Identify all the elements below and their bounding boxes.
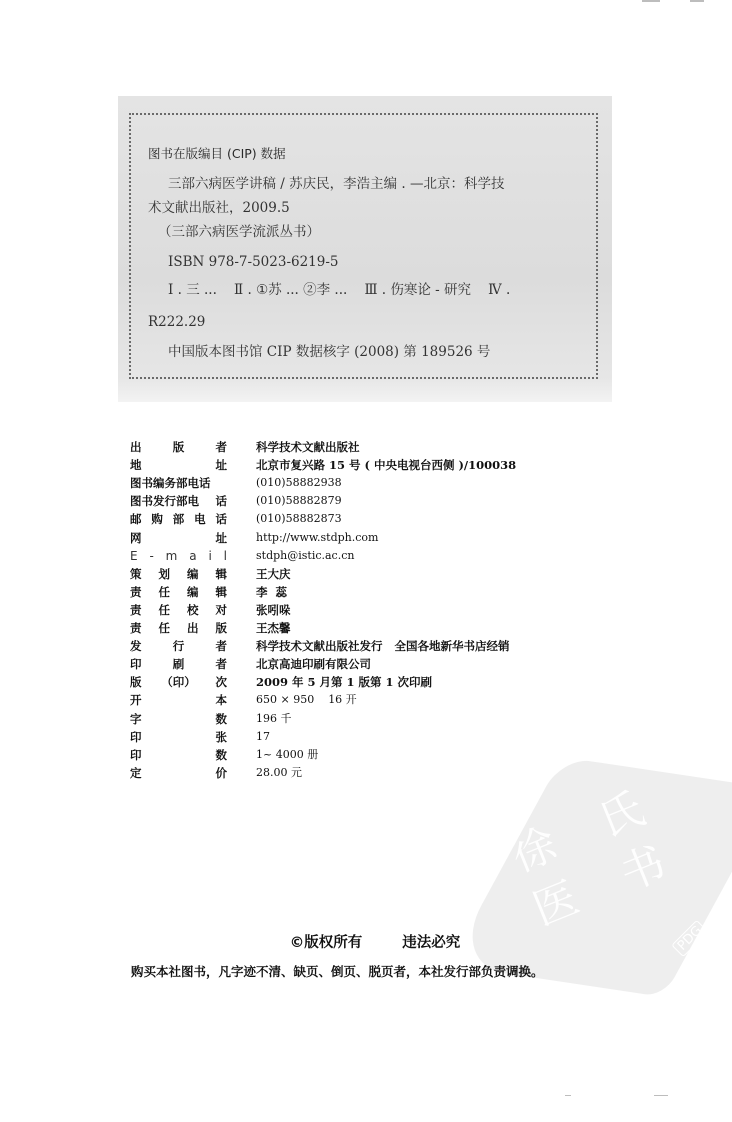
info-label-char: 开 (130, 693, 142, 708)
info-label (130, 583, 227, 601)
info-label (130, 655, 227, 673)
cip-title-line-2: 术文献出版社，2009.5 (148, 200, 290, 216)
info-value: 李 蕊 (256, 584, 288, 599)
info-label-char: 发 (130, 639, 142, 654)
info-label-char: 印 (130, 657, 142, 672)
info-label-char: m (165, 548, 178, 563)
info-value: 张吲哚 (256, 602, 291, 617)
info-label-char: 网 (130, 530, 142, 545)
info-value: 科学技术文献出版社 (256, 440, 360, 454)
info-label-char: 张 (215, 729, 227, 744)
info-label-char: 者 (215, 657, 227, 672)
info-label-char: 任 (158, 621, 170, 635)
info-value: (010)58882879 (256, 494, 342, 508)
exchange-notice: 购买本社图书，凡字迹不清、缺页、倒页、脱页者，本社发行部负责调换。 (131, 964, 544, 979)
info-label-char: a (189, 548, 197, 563)
info-value: 北京市复兴路 15 号 ( 中央电视台西侧 )/100038 (256, 458, 517, 473)
cip-number: 中国版本图书馆 CIP 数据核字 (2008) 第 189526 号 (168, 344, 491, 360)
info-label-char: 本 (215, 693, 227, 708)
info-label (130, 529, 227, 547)
info-label-char: 任 (158, 602, 170, 617)
info-label-char: 购 (151, 512, 163, 527)
watermark-glyphs: 徐 氏 医 书 (504, 776, 690, 936)
info-label-char: 图书发行部电 (130, 494, 199, 509)
info-label-char: 校 (187, 602, 199, 617)
info-label-char: 责 (130, 602, 142, 617)
info-label (130, 456, 227, 474)
info-label (130, 438, 227, 456)
info-label-char: 辑 (215, 584, 227, 599)
scan-artifact (642, 0, 660, 2)
info-label-char: 刷 (172, 657, 185, 672)
info-value: (010)58882938 (256, 476, 342, 490)
info-value: 北京高迪印刷有限公司 (256, 657, 371, 672)
info-label (130, 764, 227, 782)
info-value: 28.00 元 (256, 765, 302, 779)
info-label-char: 印 (130, 729, 142, 744)
info-value: 王杰馨 (256, 621, 291, 635)
info-value: 1~ 4000 册 (256, 747, 319, 761)
info-label-char: （印） (161, 675, 196, 690)
info-label (130, 710, 227, 728)
info-value: stdph@istic.ac.cn (256, 548, 355, 562)
info-label-char: 定 (130, 765, 142, 780)
info-label (130, 673, 227, 691)
info-label-char: - (149, 548, 154, 563)
info-label-char: 版 (215, 621, 227, 635)
info-label-char: 次 (215, 675, 227, 690)
info-label-char: 编 (187, 584, 199, 599)
info-label-char: 址 (215, 530, 227, 545)
scan-artifact (654, 1095, 668, 1096)
info-label-char: 出 (130, 440, 142, 454)
info-label-char: 电 (194, 512, 206, 527)
info-label-char: 策 (130, 566, 142, 581)
info-value: http://www.stdph.com (256, 530, 379, 544)
cip-subjects: Ⅰ . 三 ... Ⅱ . ①苏 ... ②李 ... Ⅲ . 伤寒论 - 研究 Ⅳ . (168, 282, 511, 298)
info-label-char: 者 (215, 440, 227, 454)
info-label (130, 474, 227, 492)
info-label-char: 辑 (215, 566, 227, 581)
info-label-char: 编 (187, 566, 199, 581)
info-label-char: 地 (130, 458, 142, 473)
info-label-char: 邮 (130, 512, 142, 527)
copyright-right: 违法必究 (402, 935, 461, 951)
cip-isbn: ISBN 978-7-5023-6219-5 (168, 254, 339, 270)
info-label-char: 址 (215, 458, 227, 473)
cip-heading: 图书在版编目 (CIP) 数据 (148, 146, 286, 161)
copyright-left: ©版权所有 (289, 935, 363, 951)
info-label (130, 565, 227, 583)
info-value: 科学技术文献出版社发行 全国各地新华书店经销 (256, 639, 510, 654)
info-value: 196 千 (256, 711, 292, 725)
info-label-char: 版 (130, 675, 142, 690)
info-label-char: l (223, 548, 227, 563)
info-label (130, 619, 227, 637)
info-label-char: E (130, 548, 138, 563)
info-value: 2009 年 5 月第 1 版第 1 次印刷 (256, 675, 433, 690)
watermark-pdg-tag: PDG (671, 920, 708, 957)
scan-artifact (565, 1095, 571, 1096)
info-label (130, 601, 227, 619)
info-value: 650 × 950 16 开 (256, 693, 357, 707)
info-label-char: 责 (130, 621, 142, 635)
info-label-char: 字 (130, 711, 142, 726)
info-label-char: 图书编务部电话 (130, 476, 211, 491)
info-label (130, 746, 227, 764)
info-label-char: 数 (215, 711, 227, 726)
info-label-char: 版 (172, 440, 185, 454)
info-value: 17 (256, 729, 270, 743)
info-label-char: 价 (215, 765, 227, 780)
info-label (130, 691, 227, 709)
info-value: 王大庆 (256, 566, 291, 581)
scan-artifact (690, 0, 704, 2)
info-label (130, 637, 227, 655)
info-label-char: 任 (158, 584, 170, 599)
info-label-char: 话 (215, 512, 227, 527)
info-label (130, 492, 227, 510)
info-label-char: 部 (172, 512, 185, 527)
info-label-char: 责 (130, 584, 142, 599)
info-label (130, 547, 227, 565)
info-label-char: 话 (215, 494, 227, 509)
cip-classification: R222.29 (148, 314, 206, 330)
info-value: (010)58882873 (256, 512, 342, 526)
info-label-char: 数 (215, 747, 227, 762)
info-label-char: i (208, 548, 212, 563)
info-label-char: 者 (215, 639, 227, 654)
info-label-char: 对 (215, 602, 227, 617)
info-label-char: 行 (172, 639, 185, 654)
info-label (130, 728, 227, 746)
cip-series: （三部六病医学流派丛书） (158, 224, 320, 240)
info-label (130, 510, 227, 528)
info-label-char: 划 (158, 566, 170, 581)
copyright-line (0, 931, 732, 952)
info-label-char: 出 (187, 621, 199, 635)
info-label-char: 印 (130, 747, 142, 762)
cip-title-line-1: 三部六病医学讲稿 / 苏庆民，李浩主编 . —北京：科学技 (168, 176, 505, 192)
